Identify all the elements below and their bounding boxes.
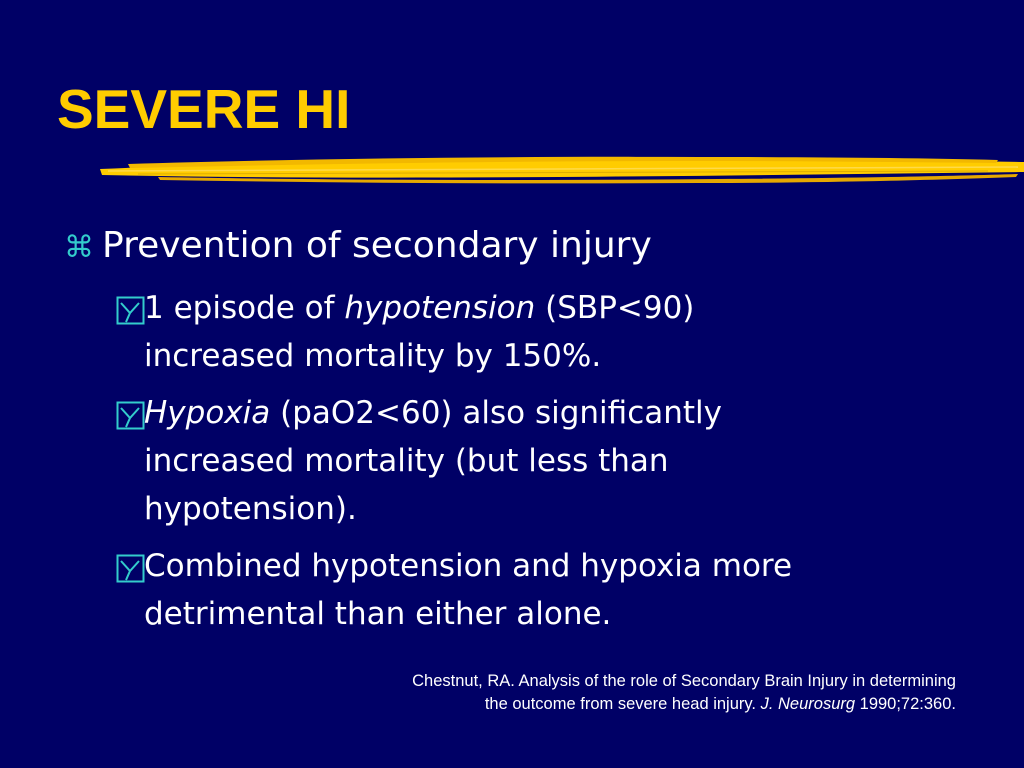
citation-journal: J. Neurosurg (760, 695, 856, 713)
sub-bullet-2-post: (paO2<60) also significantly (270, 395, 722, 431)
checkbox-bullet-icon (116, 296, 145, 325)
sub-bullet-3-text: Combined hypotension and hypoxia more (144, 548, 793, 584)
sub-bullet-1-pre: 1 episode of (144, 290, 345, 326)
title-underline-brushstroke (98, 150, 1024, 190)
checkbox-bullet-icon (116, 401, 145, 430)
citation-line2-pre: the outcome from severe head injury. (484, 695, 761, 713)
citation-line2-post: 1990;72:360. (855, 695, 956, 713)
sub-bullet-1-post: (SBP<90) (535, 290, 695, 326)
sub-bullet-3-line2: detrimental than either alone. (144, 596, 612, 632)
sub-bullet-combined (116, 542, 916, 638)
command-key-bullet-icon: ⌘ (64, 230, 94, 265)
citation-line2 (412, 693, 956, 716)
sub-bullet-hypotension (116, 284, 916, 380)
sub-bullet-2-line2: increased mortality (but less than (144, 443, 669, 479)
sub-bullet-2-line3: hypotension). (144, 491, 357, 527)
sub-bullet-hypoxia (116, 389, 916, 533)
slide-title: SEVERE HI (57, 78, 351, 140)
citation-line1: Chestnut, RA. Analysis of the role of Secondary Brain Injury in determining (412, 672, 956, 690)
citation (412, 670, 956, 716)
sub-bullet-2-italic: Hypoxia (144, 395, 271, 431)
checkbox-bullet-icon (116, 554, 145, 583)
sub-bullet-1-line2: increased mortality by 150%. (144, 338, 602, 374)
main-bullet (64, 222, 652, 272)
sub-bullet-1-italic: hypotension (344, 290, 536, 326)
main-bullet-text: Prevention of secondary injury (102, 225, 652, 266)
